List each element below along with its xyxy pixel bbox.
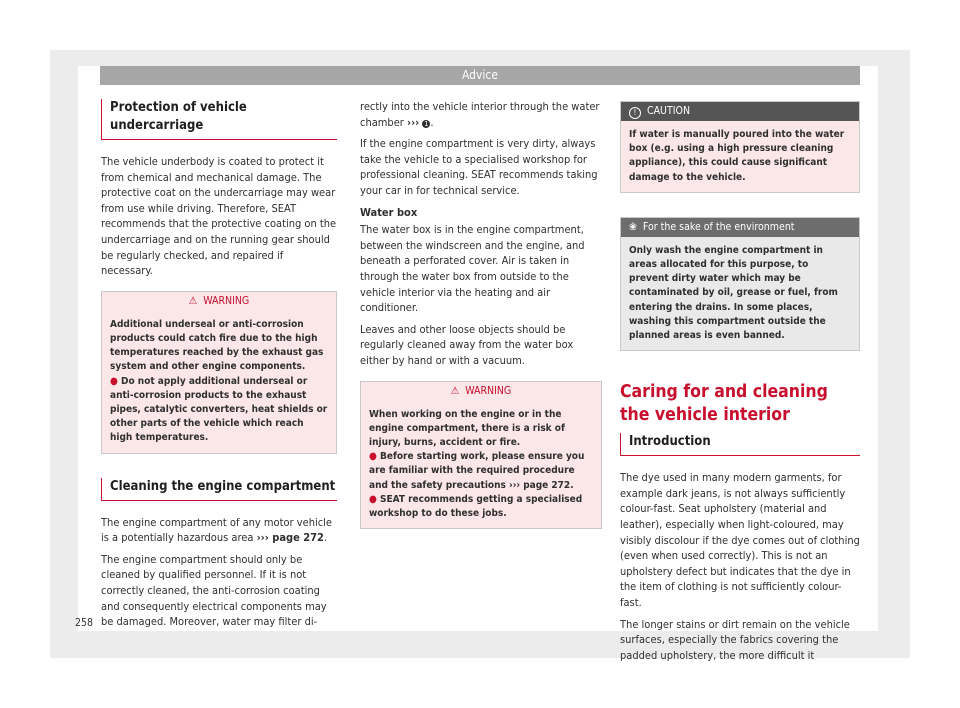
warning-triangle-icon: ⚠	[450, 384, 460, 397]
warning-body	[361, 401, 601, 529]
caution-header: ! CAUTION	[621, 102, 859, 121]
warning-box	[101, 291, 337, 454]
page-link[interactable]: ››› page 272	[256, 531, 324, 545]
reference-number-icon: 1	[424, 119, 429, 128]
environment-leaf-icon: ❀	[629, 220, 637, 233]
section-title-introduction: Introduction	[620, 433, 860, 456]
warning-bullet: ● Before starting work, please ensure you are familiar with the required procedure and the safety precautions ››› page 272.	[369, 451, 585, 491]
paragraph: Leaves and other loose objects should be regularly cleaned away from the water box either by hand or with a vacuum.	[360, 322, 574, 367]
paragraph: The longer stains or dirt remain on the vehicle surfaces, especially the fabrics covering the padded upholstery, the more difficult it	[620, 617, 850, 662]
warning-header: ⚠ WARNING	[102, 292, 336, 311]
warning-box	[360, 381, 602, 530]
warning-text: Additional underseal or anti-corrosion products could catch fire due to the high temperatures reached by the exhaust gas system and other engine components.	[110, 318, 324, 373]
caution-body: If water is manually poured into the water box (e.g. using a high pressure cleaning appliance), this could cause significant damage to the vehicle.	[621, 121, 859, 192]
section-title-engine-compartment: Cleaning the engine compartment	[101, 478, 337, 501]
page-number: 258	[75, 617, 94, 629]
bullet-icon: ●	[110, 375, 118, 387]
chapter-title: Caring for and cleaning the vehicle interior	[620, 382, 828, 426]
bullet-icon: ●	[369, 451, 377, 463]
warning-triangle-icon: ⚠	[188, 294, 198, 307]
paragraph: If the engine compartment is very dirty, always take the vehicle to a specialised workshop for professional cleaning. SEAT recommends taking your car in for technical service.	[360, 137, 598, 197]
column-1	[101, 99, 337, 636]
warning-text: When working on the engine or in the engine compartment, there is a risk of injury, burns, accident or fire.	[369, 408, 565, 448]
subheading-water-box: Water box	[360, 205, 418, 219]
column-2	[360, 99, 602, 553]
paragraph: The water box is in the engine compartment, between the windscreen and the engine, and beneath a perforated cover. Air is taken in through the water box from outside to the vehicle interior via the heating and air conditioner.	[360, 223, 585, 315]
section-title-undercarriage: Protection of vehicle undercarriage	[101, 99, 337, 140]
environment-header: ❀ For the sake of the environment	[621, 218, 859, 237]
paragraph: The engine compartment of any motor vehicle is a potentially hazardous area ››› page 272.	[101, 515, 332, 545]
paragraph: The vehicle underbody is coated to protect it from chemical and mechanical damage. The protective coat on the undercarriage may wear from use while driving. Therefore, SEAT recommends that the protective coating on the undercarriage and on the running gear should be regularly checked, and repaired if necessary.	[101, 155, 337, 278]
warning-body	[102, 311, 336, 453]
caution-box	[620, 101, 860, 193]
warning-bullet: ● SEAT recommends getting a specialised workshop to do these jobs.	[369, 493, 583, 519]
paragraph: rectly into the vehicle interior through the water chamber ››› 1 .	[360, 100, 600, 129]
column-3	[620, 101, 860, 669]
page-header: Advice	[100, 66, 860, 85]
environment-box	[620, 217, 860, 351]
warning-bullet: ● Do not apply additional underseal or anti-corrosion products to the exhaust pipes, catalytic converters, heat shields or other parts of the vehicle which reach high temperatures.	[110, 375, 328, 444]
page-link[interactable]: ››› page 272	[508, 479, 571, 491]
reference-link[interactable]: ›››	[407, 115, 420, 129]
paragraph: The engine compartment should only be cleaned by qualified personnel. If it is not correctly cleaned, the anti-corrosion coating and consequently electrical components may be damaged. Moreover, water may filter di-	[101, 552, 327, 629]
bullet-icon: ●	[369, 493, 377, 505]
paragraph: The dye used in many modern garments, for example dark jeans, is not always sufficiently colour-fast. Seat upholstery (material and leather), especially when light-coloured, may visibly discolour if the dye comes out of clothing (even when used correctly). This is not an upholstery defect but indicates that the dye in the item of clothing is not sufficiently colour-fast.	[620, 471, 860, 609]
environment-body: Only wash the engine compartment in areas allocated for this purpose, to prevent dirty water which may be contaminated by oil, grease or fuel, from entering the drains. In some places, washing this compartment outside the planned areas is even banned.	[621, 237, 859, 350]
caution-icon: !	[629, 107, 641, 119]
warning-header: ⚠ WARNING	[361, 382, 601, 401]
